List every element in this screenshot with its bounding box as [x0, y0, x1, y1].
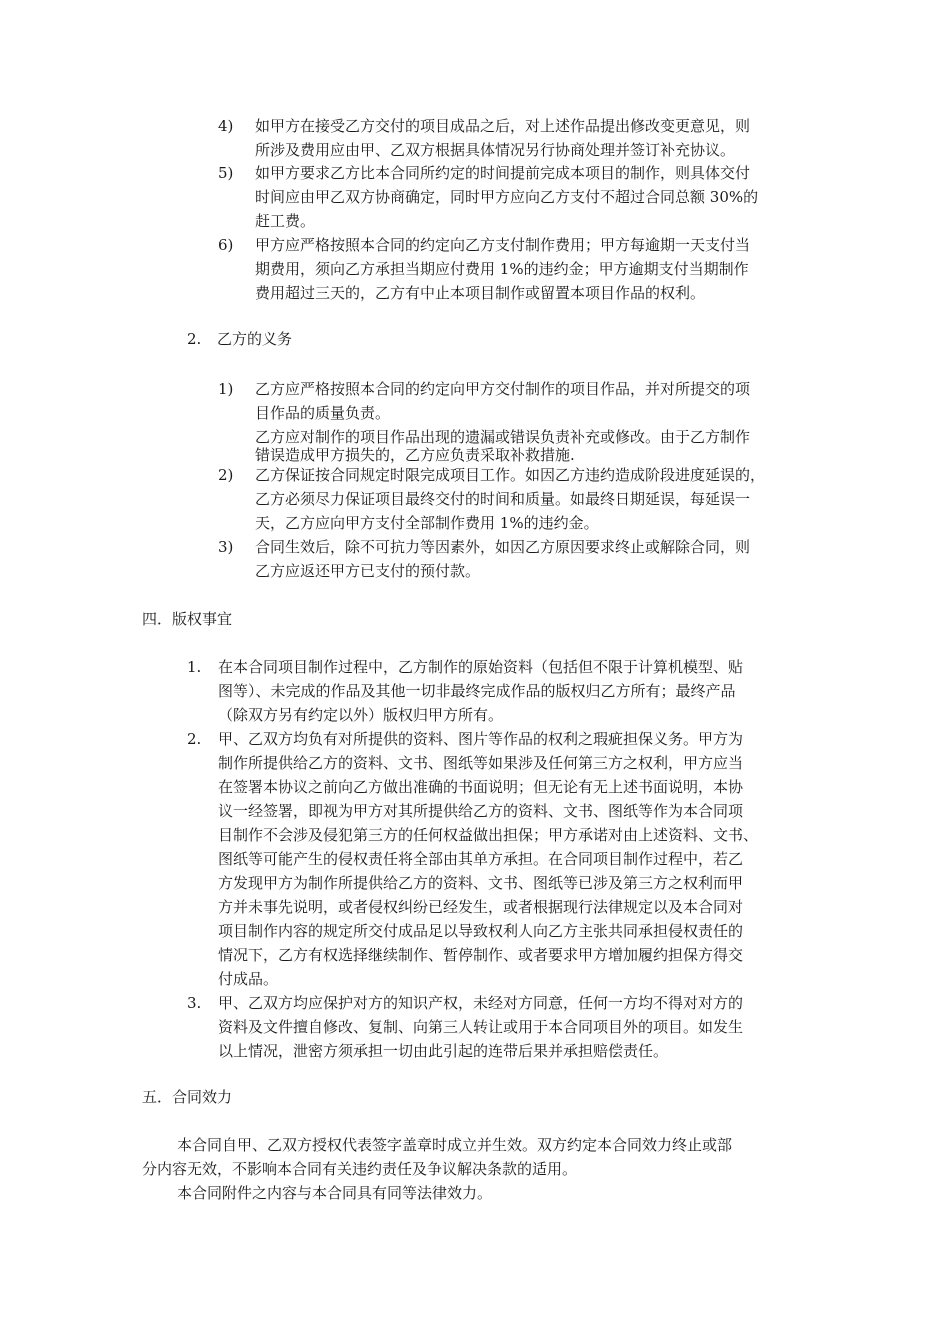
list-item-line: 情况下，乙方有权选择继续制作、暂停制作、或者要求甲方增加履约担保方得交	[218, 946, 744, 964]
list-item-marker: 1)	[218, 380, 234, 398]
list-item-line: 赶工费。	[255, 212, 316, 230]
list-item-line: 如甲方要求乙方比本合同所约定的时间提前完成本项目的制作，则具体交付	[255, 164, 751, 182]
list-item-line: 在签署本协议之前向乙方做出准确的书面说明；但无论有无上述书面说明，本协	[218, 778, 744, 796]
section-heading: 五．合同效力	[142, 1088, 233, 1106]
subsection-marker: 2.	[187, 330, 202, 348]
list-item-line: 目作品的质量负责。	[255, 404, 391, 422]
list-item-line: 议一经签署，即视为甲方对其所提供给乙方的资料、文书、图纸等作为本合同项	[218, 802, 744, 820]
list-item-line: 合同生效后，除不可抗力等因素外，如因乙方原因要求终止或解除合同，则	[255, 538, 751, 556]
list-item-line: 如甲方在接受乙方交付的项目成品之后，对上述作品提出修改变更意见，则	[255, 117, 751, 135]
list-item-marker: 4)	[218, 117, 234, 135]
list-item-marker: 1.	[187, 658, 202, 676]
paragraph-line: 本合同自甲、乙双方授权代表签字盖章时成立并生效。双方约定本合同效力终止或部	[177, 1136, 733, 1154]
list-item-marker: 6)	[218, 236, 234, 254]
list-item-line: 项目制作内容的规定所交付成品足以导致权利人向乙方主张共同承担侵权责任的	[218, 922, 744, 940]
list-item-line: 方并未事先说明，或者侵权纠纷已经发生，或者根据现行法律规定以及本合同对	[218, 898, 744, 916]
list-item-line: 期费用，须向乙方承担当期应付费用 1%的违约金；甲方逾期支付当期制作	[255, 260, 749, 278]
list-item-line: 费用超过三天的，乙方有中止本项目制作或留置本项目作品的权利。	[255, 284, 706, 302]
list-item-line: 资料及文件擅自修改、复制、向第三人转让或用于本合同项目外的项目。如发生	[218, 1018, 744, 1036]
list-item-line: 乙方应严格按照本合同的约定向甲方交付制作的项目作品，并对所提交的项	[255, 380, 751, 398]
list-item-line: 所涉及费用应由甲、乙双方根据具体情况另行协商处理并签订补充协议。	[255, 141, 736, 159]
list-item-line: （除双方另有约定以外）版权归甲方所有。	[218, 706, 504, 724]
subsection-heading: 乙方的义务	[217, 330, 293, 348]
list-item-line: 以上情况，泄密方须承担一切由此引起的连带后果并承担赔偿责任。	[218, 1042, 669, 1060]
list-item-line: 甲、乙双方均应保护对方的知识产权，未经对方同意，任何一方均不得对对方的	[218, 994, 744, 1012]
list-item-line: 制作所提供给乙方的资料、文书、图纸等如果涉及任何第三方之权利，甲方应当	[218, 754, 744, 772]
list-item-marker: 3)	[218, 538, 234, 556]
list-item-line: 错误造成甲方损失的，乙方应负责采取补救措施.	[255, 446, 575, 464]
list-item-line: 时间应由甲乙双方协商确定，同时甲方应向乙方支付不超过合同总额 30%的	[255, 188, 759, 206]
list-item-line: 甲方应严格按照本合同的约定向乙方支付制作费用；甲方每逾期一天支付当	[255, 236, 751, 254]
list-item-line: 乙方必须尽力保证项目最终交付的时间和质量。如最终日期延误，每延误一	[255, 490, 751, 508]
list-item-line: 天，乙方应向甲方支付全部制作费用 1%的违约金。	[255, 514, 599, 532]
list-item-line: 甲、乙双方均负有对所提供的资料、图片等作品的权利之瑕疵担保义务。甲方为	[218, 730, 744, 748]
list-item-marker: 2)	[218, 466, 234, 484]
paragraph-line: 分内容无效，不影响本合同有关违约责任及争议解决条款的适用。	[142, 1160, 578, 1178]
section-heading: 四．版权事宜	[142, 610, 233, 628]
list-item-marker: 2.	[187, 730, 202, 748]
list-item-line: 在本合同项目制作过程中，乙方制作的原始资料（包括但不限于计算机模型、贴	[218, 658, 744, 676]
list-item-line: 方发现甲方为制作所提供给乙方的资料、文书、图纸等已涉及第三方之权利而甲	[218, 874, 744, 892]
paragraph-line: 本合同附件之内容与本合同具有同等法律效力。	[177, 1184, 493, 1202]
list-item-marker: 3.	[187, 994, 202, 1012]
list-item-line: 乙方保证按合同规定时限完成项目工作。如因乙方违约造成阶段进度延误的，	[255, 466, 766, 484]
list-item-line: 付成品。	[218, 970, 279, 988]
list-item-line: 目制作不会涉及侵犯第三方的任何权益做出担保；甲方承诺对由上述资料、文书、	[218, 826, 759, 844]
list-item-line: 图纸等可能产生的侵权责任将全部由其单方承担。在合同项目制作过程中，若乙	[218, 850, 744, 868]
list-item-line: 乙方应返还甲方已支付的预付款。	[255, 562, 481, 580]
list-item-marker: 5)	[218, 164, 234, 182]
list-item-line: 乙方应对制作的项目作品出现的遗漏或错误负责补充或修改。由于乙方制作	[255, 428, 751, 446]
list-item-line: 图等）、未完成的作品及其他一切非最终完成作品的版权归乙方所有；最终产品	[218, 682, 736, 700]
